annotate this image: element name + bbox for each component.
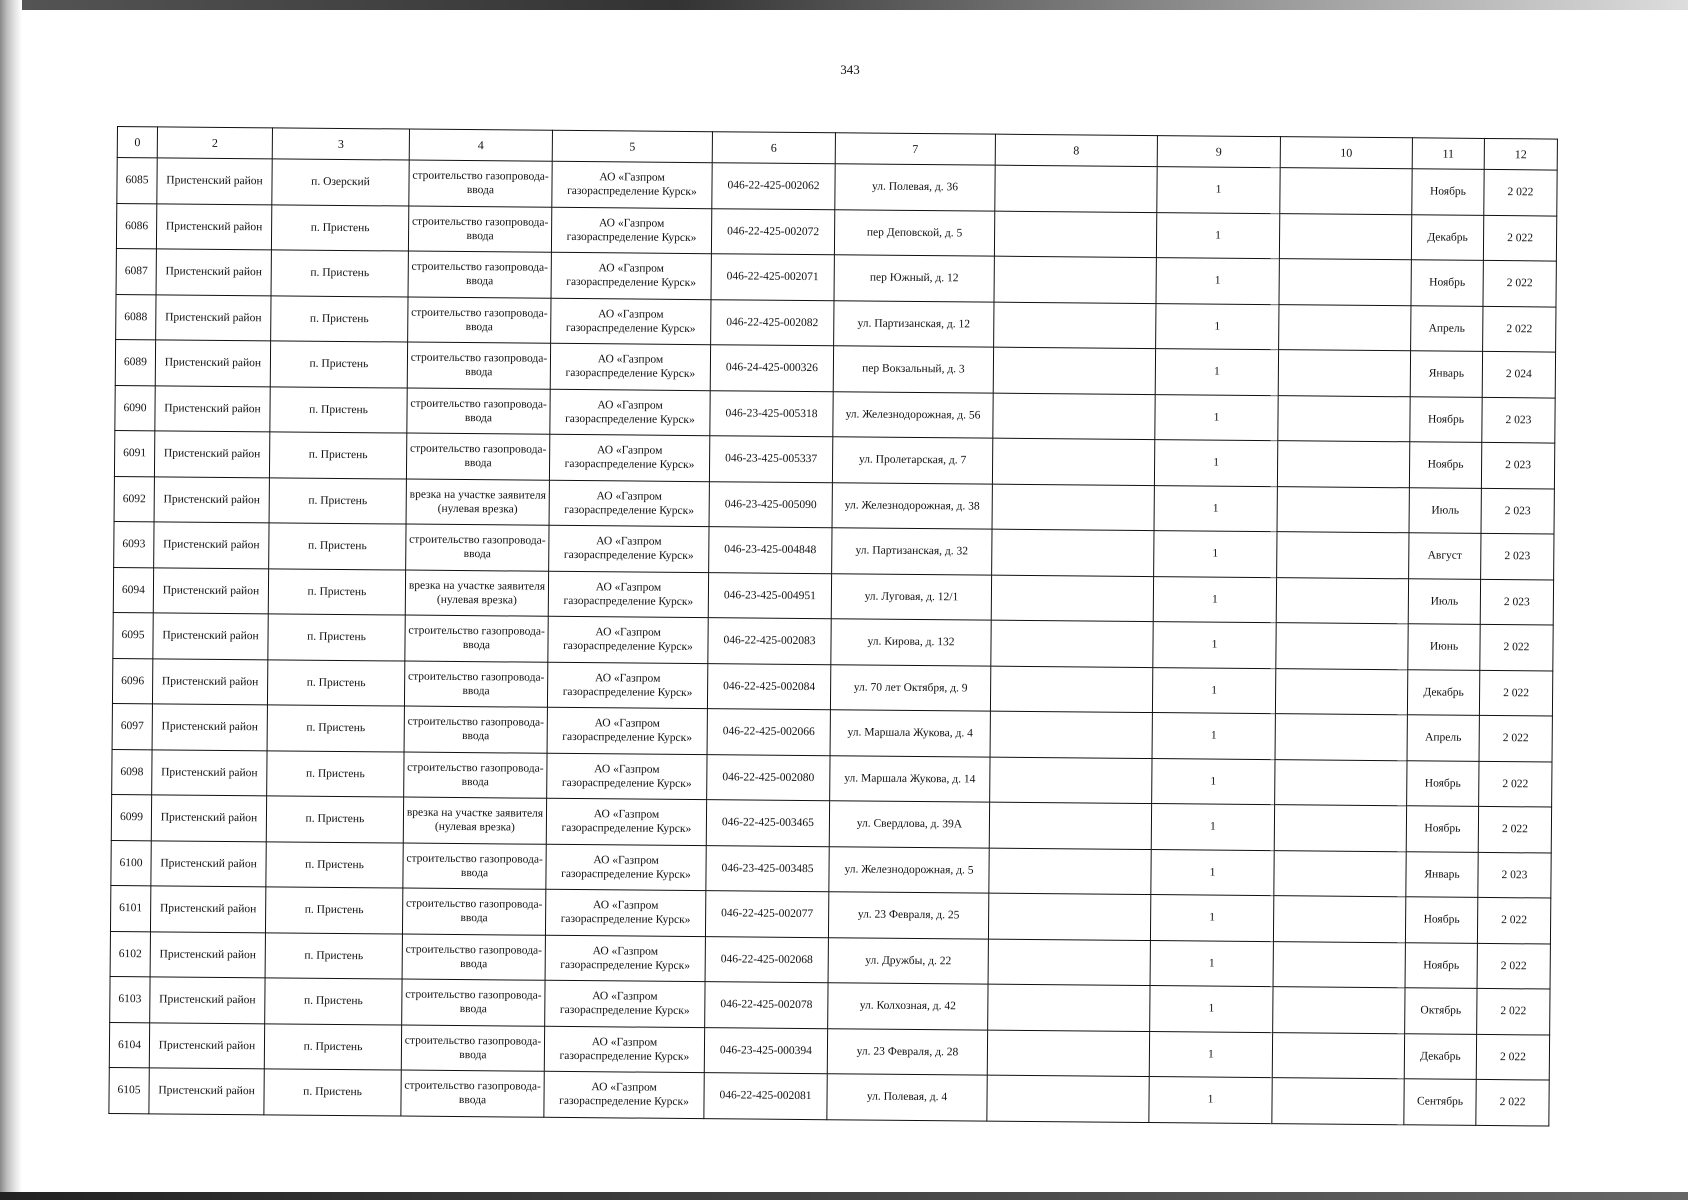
cell-col-9: 1 [1152, 758, 1275, 805]
cell-organization: АО «Газпром газораспределение Курск» [544, 1071, 704, 1118]
register-sheet [108, 126, 1557, 1126]
cell-col-9: 1 [1151, 804, 1274, 851]
cell-address: ул. Железнодорожная, д. 56 [833, 391, 993, 438]
cell-record-number: 6096 [112, 658, 152, 704]
cell-district: Пристенский район [157, 158, 272, 205]
column-header: 0 [117, 127, 157, 158]
cell-col-9: 1 [1149, 1077, 1272, 1124]
cell-work-type: строительство газопровода-ввода [401, 1070, 544, 1117]
cell-registry-code: 046-22-425-002072 [711, 208, 834, 255]
cell-organization: АО «Газпром газораспределение Курск» [545, 935, 705, 982]
cell-address: ул. Полевая, д. 36 [835, 164, 995, 211]
cell-month: Август [1409, 533, 1481, 579]
cell-month: Ноябрь [1406, 806, 1478, 852]
cell-record-number: 6105 [109, 1067, 149, 1113]
scan-edge-left [0, 0, 22, 1200]
cell-month: Сентябрь [1404, 1079, 1476, 1125]
cell-col-9: 1 [1149, 1031, 1272, 1078]
cell-col-10 [1277, 532, 1409, 579]
cell-col-9: 1 [1150, 986, 1273, 1033]
cell-year: 2 022 [1484, 169, 1557, 215]
cell-col-9: 1 [1156, 258, 1279, 305]
column-header: 2 [157, 127, 272, 159]
cell-address: ул. Дружбы, д. 22 [828, 937, 988, 984]
cell-work-type: строительство газопровода-ввода [408, 206, 551, 253]
cell-registry-code: 046-22-425-002082 [711, 299, 834, 346]
cell-year: 2 022 [1483, 306, 1556, 352]
cell-district: Пристенский район [154, 522, 269, 569]
cell-col-10 [1280, 168, 1412, 215]
cell-year: 2 022 [1477, 897, 1550, 943]
cell-record-number: 6103 [110, 976, 150, 1022]
cell-district: Пристенский район [152, 658, 267, 705]
cell-month: Апрель [1411, 305, 1483, 351]
cell-registry-code: 046-22-425-002066 [707, 709, 830, 756]
cell-record-number: 6094 [113, 567, 153, 613]
cell-organization: АО «Газпром газораспределение Курск» [548, 616, 708, 663]
column-header: 4 [409, 129, 552, 161]
cell-month: Ноябрь [1407, 760, 1479, 806]
cell-col-9: 1 [1154, 531, 1277, 578]
cell-col-9: 1 [1151, 849, 1274, 896]
cell-district: Пристенский район [152, 704, 267, 751]
cell-record-number: 6098 [112, 749, 152, 795]
cell-district: Пристенский район [150, 886, 265, 933]
cell-col-8 [992, 529, 1154, 576]
cell-record-number: 6085 [117, 158, 157, 204]
cell-registry-code: 046-23-425-004951 [708, 572, 831, 619]
cell-organization: АО «Газпром газораспределение Курск» [550, 389, 710, 436]
cell-district: Пристенский район [153, 613, 268, 660]
cell-col-10 [1275, 668, 1407, 715]
cell-organization: АО «Газпром газораспределение Курск» [545, 889, 705, 936]
cell-organization: АО «Газпром газораспределение Курск» [548, 571, 708, 618]
cell-registry-code: 046-22-425-002078 [705, 982, 828, 1029]
cell-record-number: 6104 [109, 1022, 149, 1068]
cell-locality: п. Пристень [267, 659, 404, 706]
cell-registry-code: 046-23-425-005337 [709, 436, 832, 483]
cell-organization: АО «Газпром газораспределение Курск» [546, 798, 706, 845]
cell-year: 2 023 [1482, 397, 1555, 443]
cell-year: 2 022 [1476, 1079, 1549, 1125]
cell-district: Пристенский район [155, 385, 270, 432]
cell-col-8 [992, 484, 1154, 531]
cell-work-type: строительство газопровода-ввода [404, 661, 547, 708]
cell-col-10 [1275, 759, 1407, 806]
cell-registry-code: 046-23-425-005318 [710, 390, 833, 437]
column-header: 11 [1412, 138, 1484, 170]
cell-col-10 [1274, 850, 1406, 897]
cell-address: ул. 23 Февраля, д. 28 [827, 1028, 987, 1075]
cell-district: Пристенский район [155, 340, 270, 387]
cell-address: пер Южный, д. 12 [834, 255, 994, 302]
cell-address: ул. Партизанская, д. 12 [834, 300, 994, 347]
column-header: 10 [1280, 137, 1412, 169]
cell-col-8 [991, 620, 1153, 667]
cell-work-type: строительство газопровода-ввода [404, 752, 547, 799]
cell-registry-code: 046-22-425-002083 [708, 618, 831, 665]
cell-col-10 [1278, 395, 1410, 442]
cell-year: 2 023 [1478, 852, 1551, 898]
cell-col-10 [1273, 941, 1405, 988]
cell-record-number: 6099 [111, 794, 151, 840]
cell-work-type: строительство газопровода-ввода [405, 615, 548, 662]
cell-registry-code: 046-22-425-002071 [711, 254, 834, 301]
cell-col-9: 1 [1150, 895, 1273, 942]
cell-year: 2 022 [1483, 215, 1556, 261]
cell-locality: п. Пристень [264, 1069, 401, 1116]
cell-address: ул. Партизанская, д. 32 [832, 528, 992, 575]
cell-year: 2 022 [1478, 806, 1551, 852]
cell-col-9: 1 [1153, 576, 1276, 623]
cell-address: пер Вокзальный, д. 3 [833, 346, 993, 393]
cell-col-8 [988, 939, 1150, 986]
cell-record-number: 6089 [115, 339, 155, 385]
cell-locality: п. Пристень [271, 204, 408, 251]
cell-organization: АО «Газпром газораспределение Курск» [551, 298, 711, 345]
cell-year: 2 023 [1480, 579, 1553, 625]
cell-work-type: строительство газопровода-ввода [402, 888, 545, 935]
cell-address: ул. Колхозная, д. 42 [828, 983, 988, 1030]
cell-organization: АО «Газпром газораспределение Курск» [550, 343, 710, 390]
cell-locality: п. Пристень [265, 932, 402, 979]
cell-month: Декабрь [1404, 1033, 1476, 1079]
cell-address: ул. Кирова, д. 132 [831, 619, 991, 666]
column-header: 7 [835, 133, 995, 165]
cell-district: Пристенский район [149, 1068, 264, 1115]
cell-col-8 [990, 757, 1152, 804]
cell-address: ул. Свердлова, д. 39А [829, 801, 989, 848]
cell-registry-code: 046-22-425-002081 [704, 1073, 827, 1120]
cell-district: Пристенский район [156, 203, 271, 250]
cell-work-type: врезка на участке заявителя (нулевая врезка) [403, 797, 546, 844]
cell-district: Пристенский район [150, 931, 265, 978]
cell-registry-code: 046-24-425-000326 [710, 345, 833, 392]
cell-year: 2 022 [1480, 624, 1553, 670]
cell-address: ул. Полевая, д. 4 [827, 1074, 987, 1121]
cell-record-number: 6097 [112, 703, 152, 749]
cell-locality: п. Пристень [268, 614, 405, 661]
cell-work-type: строительство газопровода-ввода [408, 297, 551, 344]
cell-district: Пристенский район [154, 431, 269, 478]
cell-locality: п. Пристень [271, 250, 408, 297]
cell-organization: АО «Газпром газораспределение Курск» [546, 844, 706, 891]
cell-col-8 [990, 711, 1152, 758]
cell-locality: п. Пристень [267, 750, 404, 797]
cell-col-10 [1276, 623, 1408, 670]
cell-district: Пристенский район [152, 749, 267, 796]
cell-registry-code: 046-22-425-003465 [706, 800, 829, 847]
cell-locality: п. Пристень [268, 568, 405, 615]
cell-address: ул. 23 Февраля, д. 25 [828, 892, 988, 939]
cell-district: Пристенский район [154, 476, 269, 523]
cell-year: 2 023 [1481, 533, 1554, 579]
cell-work-type: строительство газопровода-ввода [402, 934, 545, 981]
cell-month: Ноябрь [1412, 169, 1484, 215]
cell-record-number: 6090 [115, 385, 155, 431]
cell-col-8 [989, 802, 1151, 849]
cell-month: Ноябрь [1411, 260, 1483, 306]
cell-locality: п. Пристень [269, 523, 406, 570]
cell-col-10 [1279, 213, 1411, 260]
cell-col-8 [994, 302, 1156, 349]
cell-address: ул. Пролетарская, д. 7 [832, 437, 992, 484]
cell-record-number: 6088 [116, 294, 156, 340]
cell-address: ул. Луговая, д. 12/1 [831, 573, 991, 620]
cell-record-number: 6100 [111, 840, 151, 886]
cell-record-number: 6093 [114, 521, 154, 567]
cell-registry-code: 046-22-425-002080 [707, 754, 830, 801]
cell-locality: п. Пристень [269, 477, 406, 524]
cell-month: Июнь [1408, 624, 1480, 670]
cell-month: Ноябрь [1405, 897, 1477, 943]
cell-year: 2 024 [1482, 351, 1555, 397]
column-header: 5 [552, 130, 712, 162]
scan-edge-top [0, 0, 1688, 10]
cell-registry-code: 046-23-425-003485 [706, 845, 829, 892]
cell-col-10 [1272, 1078, 1404, 1125]
cell-col-8 [993, 393, 1155, 440]
cell-year: 2 022 [1477, 988, 1550, 1034]
cell-month: Ноябрь [1409, 442, 1481, 488]
cell-col-9: 1 [1154, 440, 1277, 487]
cell-col-8 [994, 256, 1156, 303]
cell-col-8 [993, 347, 1155, 394]
cell-district: Пристенский район [149, 1022, 264, 1069]
cell-work-type: строительство газопровода-ввода [404, 706, 547, 753]
cell-year: 2 023 [1481, 488, 1554, 534]
cell-col-8 [988, 893, 1150, 940]
cell-col-8 [987, 1075, 1149, 1122]
cell-organization: АО «Газпром газораспределение Курск» [552, 161, 712, 208]
cell-col-10 [1278, 350, 1410, 397]
cell-locality: п. Пристень [270, 386, 407, 433]
cell-locality: п. Пристень [267, 705, 404, 752]
cell-locality: п. Пристень [270, 341, 407, 388]
cell-col-8 [995, 165, 1157, 212]
cell-col-10 [1277, 486, 1409, 533]
column-header: 12 [1484, 138, 1557, 170]
cell-col-10 [1279, 259, 1411, 306]
cell-month: Июль [1408, 578, 1480, 624]
cell-col-10 [1275, 714, 1407, 761]
cell-registry-code: 046-22-425-002062 [712, 163, 835, 210]
cell-address: ул. Маршала Жукова, д. 4 [830, 710, 990, 757]
scan-edge-bottom [0, 1192, 1688, 1200]
cell-locality: п. Пристень [266, 841, 403, 888]
table-body [109, 158, 1557, 1126]
cell-district: Пристенский район [156, 294, 271, 341]
cell-locality: п. Пристень [265, 887, 402, 934]
cell-district: Пристенский район [156, 249, 271, 296]
cell-address: ул. Железнодорожная, д. 5 [829, 846, 989, 893]
cell-col-9: 1 [1157, 167, 1280, 214]
cell-record-number: 6102 [110, 931, 150, 977]
cell-locality: п. Пристень [269, 432, 406, 479]
cell-month: Июль [1409, 487, 1481, 533]
cell-col-9: 1 [1156, 212, 1279, 259]
cell-registry-code: 046-23-425-000394 [704, 1027, 827, 1074]
cell-year: 2 022 [1483, 260, 1556, 306]
cell-month: Декабрь [1411, 214, 1483, 260]
column-header: 3 [272, 128, 409, 160]
cell-col-8 [989, 848, 1151, 895]
cell-col-10 [1273, 987, 1405, 1034]
column-header: 8 [995, 134, 1157, 166]
cell-registry-code: 046-22-425-002077 [705, 891, 828, 938]
cell-month: Январь [1410, 351, 1482, 397]
cell-registry-code: 046-23-425-004848 [709, 527, 832, 574]
cell-organization: АО «Газпром газораспределение Курск» [547, 662, 707, 709]
cell-col-8 [990, 666, 1152, 713]
cell-month: Декабрь [1407, 669, 1479, 715]
cell-address: ул. 70 лет Октября, д. 9 [830, 664, 990, 711]
cell-address: пер Деповской, д. 5 [834, 209, 994, 256]
cell-col-10 [1274, 805, 1406, 852]
cell-col-8 [994, 211, 1156, 258]
cell-year: 2 022 [1476, 1034, 1549, 1080]
cell-work-type: строительство газопровода-ввода [402, 979, 545, 1026]
cell-year: 2 022 [1479, 670, 1552, 716]
cell-month: Апрель [1407, 715, 1479, 761]
cell-month: Ноябрь [1405, 942, 1477, 988]
cell-registry-code: 046-23-425-005090 [709, 481, 832, 528]
cell-col-8 [992, 438, 1154, 485]
cell-work-type: врезка на участке заявителя (нулевая врезка) [405, 570, 548, 617]
cell-year: 2 022 [1479, 715, 1552, 761]
cell-col-9: 1 [1152, 713, 1275, 760]
cell-month: Октябрь [1405, 988, 1477, 1034]
cell-organization: АО «Газпром газораспределение Курск» [547, 707, 707, 754]
cell-work-type: строительство газопровода-ввода [406, 433, 549, 480]
cell-record-number: 6091 [114, 430, 154, 476]
cell-work-type: строительство газопровода-ввода [408, 251, 551, 298]
cell-organization: АО «Газпром газораспределение Курск» [549, 480, 709, 527]
cell-col-8 [987, 1030, 1149, 1077]
cell-col-9: 1 [1155, 394, 1278, 441]
cell-work-type: строительство газопровода-ввода [407, 388, 550, 435]
cell-locality: п. Пристень [264, 1023, 401, 1070]
column-header: 6 [712, 132, 835, 164]
cell-organization: АО «Газпром газораспределение Курск» [551, 207, 711, 254]
cell-organization: АО «Газпром газораспределение Курск» [544, 1026, 704, 1073]
cell-col-8 [991, 575, 1153, 622]
cell-record-number: 6086 [116, 203, 156, 249]
cell-work-type: строительство газопровода-ввода [409, 160, 552, 207]
column-header: 9 [1157, 136, 1280, 168]
cell-locality: п. Озерский [272, 159, 409, 206]
cell-year: 2 022 [1477, 943, 1550, 989]
cell-district: Пристенский район [150, 977, 265, 1024]
cell-year: 2 022 [1479, 761, 1552, 807]
cell-col-10 [1272, 1032, 1404, 1079]
cell-work-type: строительство газопровода-ввода [406, 524, 549, 571]
cell-district: Пристенский район [151, 840, 266, 887]
cell-locality: п. Пристень [271, 295, 408, 342]
cell-month: Ноябрь [1410, 396, 1482, 442]
cell-organization: АО «Газпром газораспределение Курск» [551, 252, 711, 299]
cell-col-9: 1 [1155, 349, 1278, 396]
cell-record-number: 6095 [113, 612, 153, 658]
cell-address: ул. Железнодорожная, д. 38 [832, 482, 992, 529]
cell-locality: п. Пристень [266, 796, 403, 843]
cell-record-number: 6101 [110, 885, 150, 931]
cell-work-type: строительство газопровода-ввода [401, 1025, 544, 1072]
cell-record-number: 6092 [114, 476, 154, 522]
cell-col-9: 1 [1152, 667, 1275, 714]
cell-col-9: 1 [1156, 303, 1279, 350]
cell-organization: АО «Газпром газораспределение Курск» [549, 434, 709, 481]
cell-col-9: 1 [1154, 485, 1277, 532]
cell-col-10 [1277, 441, 1409, 488]
cell-registry-code: 046-22-425-002084 [707, 663, 830, 710]
cell-year: 2 023 [1481, 442, 1554, 488]
cell-work-type: строительство газопровода-ввода [407, 342, 550, 389]
cell-col-9: 1 [1150, 940, 1273, 987]
cell-col-8 [988, 984, 1150, 1031]
cell-work-type: строительство газопровода-ввода [403, 843, 546, 890]
cell-col-10 [1273, 896, 1405, 943]
register-table [108, 126, 1558, 1126]
cell-address: ул. Маршала Жукова, д. 14 [830, 755, 990, 802]
cell-locality: п. Пристень [265, 978, 402, 1025]
cell-month: Январь [1406, 851, 1478, 897]
cell-organization: АО «Газпром газораспределение Курск» [545, 980, 705, 1027]
cell-organization: АО «Газпром газораспределение Курск» [547, 753, 707, 800]
cell-col-10 [1276, 577, 1408, 624]
cell-work-type: врезка на участке заявителя (нулевая врезка) [406, 479, 549, 526]
page-number: 343 [840, 62, 860, 77]
cell-col-9: 1 [1153, 622, 1276, 669]
cell-record-number: 6087 [116, 248, 156, 294]
cell-district: Пристенский район [153, 567, 268, 614]
cell-organization: АО «Газпром газораспределение Курск» [549, 525, 709, 572]
cell-col-10 [1279, 304, 1411, 351]
cell-district: Пристенский район [151, 795, 266, 842]
cell-registry-code: 046-22-425-002068 [705, 936, 828, 983]
